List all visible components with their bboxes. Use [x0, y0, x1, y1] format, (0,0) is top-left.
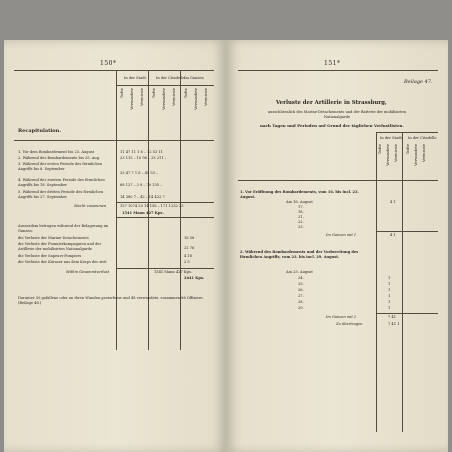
- table-divider: [180, 70, 181, 350]
- section-2-day: 28.: [298, 300, 304, 304]
- deduction-2: die Verluste der Pionnierkompagnien und der Artillerie der mobilisirten Nationalgarde: [18, 242, 102, 251]
- recap-vals-2: 23 115 – 10 96 – 33 211 –: [120, 156, 167, 160]
- body-rule: [238, 180, 438, 181]
- section-2-total: 7 41: [388, 315, 397, 319]
- subtitle: ausschliesslich des Marine-Detachements und der Batterie der mobilisirten Nationalgarde: [268, 110, 406, 119]
- col-sub-1: Todte: [120, 88, 124, 99]
- table-divider: [376, 132, 377, 432]
- table-divider: [402, 132, 403, 432]
- col-sub-1: Todte: [378, 144, 382, 155]
- right-page: [226, 40, 448, 452]
- col-group-citadel: In der Citadelle: [408, 136, 437, 140]
- recap-row-1: 1. Vor dem Bombardement bis 23. August: [18, 150, 95, 154]
- section-2-carry: 7 41 1: [388, 322, 400, 326]
- recap-row-4: 4. Während der zweiten Periode des förmlichen Angriffs bis 18. September: [18, 178, 105, 187]
- section-1-day: 18.: [298, 210, 304, 214]
- section-2-day: 26.: [298, 288, 304, 292]
- section-2-total-label: Im Ganzen mit 2: [326, 315, 357, 319]
- sum-rule: [116, 202, 214, 203]
- section-1-first-vals: 4 1: [390, 200, 396, 204]
- left-page: [4, 40, 226, 452]
- deduction-3-val: 4 18: [184, 254, 193, 258]
- section-1-total: 4 1: [390, 233, 396, 237]
- section-1-day: 21.: [298, 215, 304, 219]
- section-2-day: 24.: [298, 276, 304, 280]
- recap-vals-4: 68 127 – 2 8 – 70 135 –: [120, 183, 162, 187]
- recap-vals-1: 11 47 11 1 6 – 12 53 11: [120, 150, 163, 154]
- deduction-1-val: 16 58: [184, 236, 195, 240]
- right-page-number: 151*: [324, 60, 341, 67]
- col-top-rule: [376, 132, 438, 133]
- section-2-sum-rule: [376, 313, 438, 314]
- recap-vals-3: 33 47 7 1 6 – 40 53 –: [120, 171, 158, 175]
- table-divider: [148, 70, 149, 350]
- section-2-day: 29.: [298, 306, 304, 310]
- recap-sum-vals: 157 1074 25 14 158 – 171 1232 25: [120, 204, 184, 208]
- section-2-val: 1: [388, 276, 391, 280]
- total-rule: [116, 217, 214, 218]
- deduction-2-val: 22 76: [184, 246, 195, 250]
- header-rule: [238, 70, 438, 71]
- recap-vals-5: 14 380 7 – 42 – 14 422 7: [120, 195, 165, 199]
- left-page-number: 150*: [100, 60, 117, 67]
- grand-total: 2441 Kps.: [184, 276, 205, 280]
- section-1-total-label: Im Ganzen mit 1: [326, 233, 357, 237]
- col-sub-5: Verwundete: [414, 144, 418, 166]
- deductions-title: Ausserdem betragen während der Belagerung im Ganzen:: [18, 224, 109, 233]
- footnote: Darunter 30 gefallene oder an ihren Wunden gestorbene und 48 verwundete, zusammen 86 Offiziere. (Beilage 46.): [18, 296, 204, 305]
- col-sub-4: Todte: [152, 88, 156, 99]
- section-2-val: 1: [388, 294, 391, 298]
- col-group-total: Im Ganzen: [184, 76, 204, 80]
- section-2-day: 27.: [298, 294, 304, 298]
- section-2-val: 1: [388, 288, 391, 292]
- col-header-rule: [116, 85, 214, 86]
- col-sub-9: Vermisste: [204, 88, 208, 106]
- col-sub-5: Verwundete: [162, 88, 166, 110]
- section-1-intro: Am 16. August: [286, 200, 313, 204]
- section-2-val: 1: [388, 282, 391, 286]
- header-rule: [14, 70, 214, 71]
- section-2-day: 25.: [298, 282, 304, 286]
- beilage-label: Beilage 47.: [404, 79, 433, 85]
- recap-title: Recapitulation.: [18, 128, 62, 134]
- recap-row-3: 3. Während der ersten Periode des förmlichen Angriffs bis 8. September: [18, 162, 103, 171]
- col-sub-6: Vermisste: [172, 88, 176, 106]
- grand-label: Mithin Gesammtverlust: [66, 270, 110, 274]
- col-sub-3: Vermisste: [140, 88, 144, 106]
- section-2-val: 1: [388, 306, 391, 310]
- recap-row-2: 2. Während des Bombardements bis 25. Aug.: [18, 156, 101, 160]
- col-group-city: In der Stadt: [380, 136, 402, 140]
- col-sub-2: Verwundete: [130, 88, 134, 110]
- recap-sum-label: Macht zusammen: [74, 204, 107, 208]
- deduction-3: die Verluste der Sapeurs-Pompiers: [18, 254, 82, 258]
- title: Verluste der Artillerie in Strassburg,: [276, 100, 387, 106]
- table-divider: [116, 70, 117, 350]
- recap-total: 1541 Mann 427 Kps.: [122, 211, 164, 215]
- section-2-val: 1: [388, 300, 391, 304]
- deduction-4: die Verluste der Küraser aus dem Korps der zivil: [18, 260, 107, 264]
- deduction-4-val: 2 5: [184, 260, 190, 264]
- grand-rule: [116, 268, 214, 269]
- section-1-day: 23.: [298, 225, 304, 229]
- col-group-citadel: In der Citadelle: [156, 76, 185, 80]
- recap-row-5: 5. Während der dritten Periode des förmlichen Angriffs bis 27. September: [18, 190, 104, 199]
- section-2-carry-label: Zu übertragen: [336, 322, 363, 326]
- col-sub-7: Todte: [184, 88, 188, 99]
- body-rule: [14, 140, 214, 141]
- section-1-day: 22.: [298, 220, 304, 224]
- col-sub-6: Vermisste: [422, 144, 426, 162]
- section-2-intro: Am 23. August: [286, 270, 313, 274]
- section-1-title: 1. Vor Eröffnung des Bombardements, vom 16. bis incl. 23. August.: [240, 190, 359, 199]
- col-sub-2: Verwundete: [386, 144, 390, 166]
- col-group-city: In der Stadt: [124, 76, 146, 80]
- section-1-sum-rule: [376, 231, 438, 232]
- col-sub-3: Vermisste: [394, 144, 398, 162]
- open-book: [4, 40, 448, 452]
- deduction-1: die Verluste der Marine-Detachements: [18, 236, 89, 240]
- section-1-day: 17.: [298, 205, 304, 209]
- section-2-title: 2. Während des Bombardements und der Vorbereitung des förmlichen Angriffs, vom 23. bis incl. 29. August.: [240, 250, 359, 259]
- col-sub-8: Verwundete: [194, 88, 198, 110]
- col-sub-4: Todte: [406, 144, 410, 155]
- grand-vals: 1541 Mann 427 Kps.: [154, 270, 192, 274]
- subtitle-2: nach Tagen und Perioden auf Grund der täglichen Verlustlisten.: [260, 123, 404, 128]
